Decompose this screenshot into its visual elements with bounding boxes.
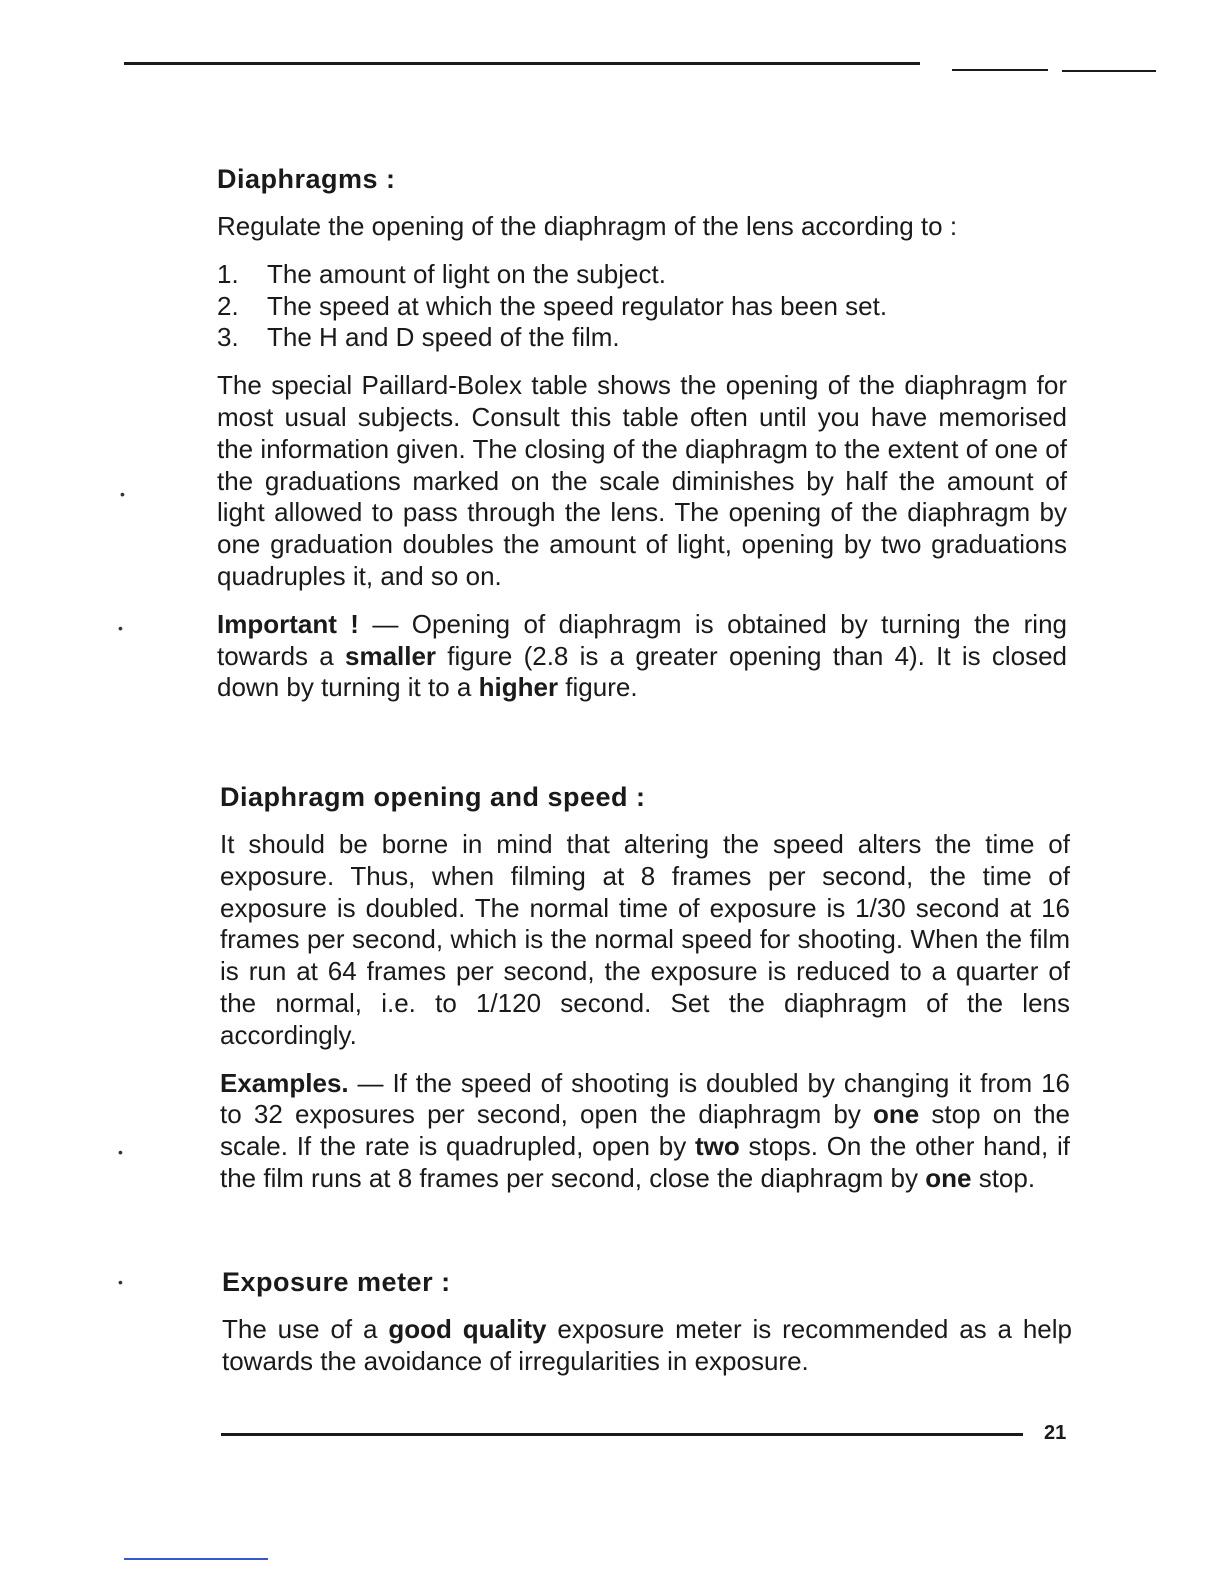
list-item: 3. The H and D speed of the film.: [217, 322, 620, 353]
heading-exposure-meter: Exposure meter :: [222, 1267, 451, 1297]
important-note: Important ! — Opening of diaphragm is obtained by turning the ring towards a smaller figure (2.8 is a greater opening than 4). It is closed down by turning it to a higher figure.: [217, 608, 1067, 703]
page-number: 21: [1044, 1422, 1067, 1444]
heading-opening-speed: Diaphragm opening and speed :: [220, 782, 646, 812]
top-rule-segment: [952, 69, 1048, 71]
margin-speck: •: [120, 486, 125, 502]
section-opening-speed: [220, 782, 1070, 1195]
diaphragms-list: [217, 259, 1067, 354]
diaphragms-intro: Regulate the opening of the diaphragm of the lens according to :: [217, 211, 958, 241]
margin-speck: •: [118, 1274, 123, 1290]
opening-speed-paragraph: It should be borne in mind that altering the speed alters the time of exposure. Thus, when filming at 8 frames per second, the time of exposure is doubled. The normal time of exposure is 1/30 second at 16 frames per second, which is the normal speed for shooting. When the film is run at 64 frames per second, the exposure is reduced to a quarter of the normal, i.e. to 1/120 second. Set the diaphragm of the lens accordingly.: [220, 829, 1070, 1050]
examples-note: Examples. — If the speed of shooting is doubled by changing it from 16 to 32 exposures per second, open the diaphragm by one stop on the scale. If the rate is quadrupled, open by two stops. On the other hand, if the film runs at 8 frames per second, close the diaphragm by one stop.: [220, 1067, 1070, 1193]
footer-rule: [221, 1433, 1023, 1436]
margin-speck: •: [118, 1144, 123, 1160]
section-exposure-meter: [222, 1267, 1072, 1378]
margin-speck: •: [118, 620, 123, 636]
top-rule: [124, 62, 920, 65]
list-item: 2. The speed at which the speed regulator has been set.: [217, 290, 888, 321]
diaphragms-paragraph: The special Paillard-Bolex table shows the opening of the diaphragm for most usual subjects. Consult this table often until you have memorised the information given. The closing of the diaphragm to the extent of one of the graduations marked on the scale diminishes by half the amount of light allowed to pass through the lens. The opening of the diaphragm by one graduation doubles the amount of light, opening by two graduations quadruples it, and so on.: [217, 370, 1067, 591]
list-item: 1. The amount of light on the subject.: [217, 258, 666, 289]
top-rule-segment: [1062, 70, 1156, 72]
section-diaphragms: [217, 164, 1067, 704]
exposure-meter-paragraph: The use of a good quality exposure meter is recommended as a help towards the avoidance of irregularities in exposure.: [222, 1314, 1072, 1376]
bottom-edge-line: [124, 1558, 268, 1560]
heading-diaphragms: Diaphragms :: [217, 164, 396, 194]
